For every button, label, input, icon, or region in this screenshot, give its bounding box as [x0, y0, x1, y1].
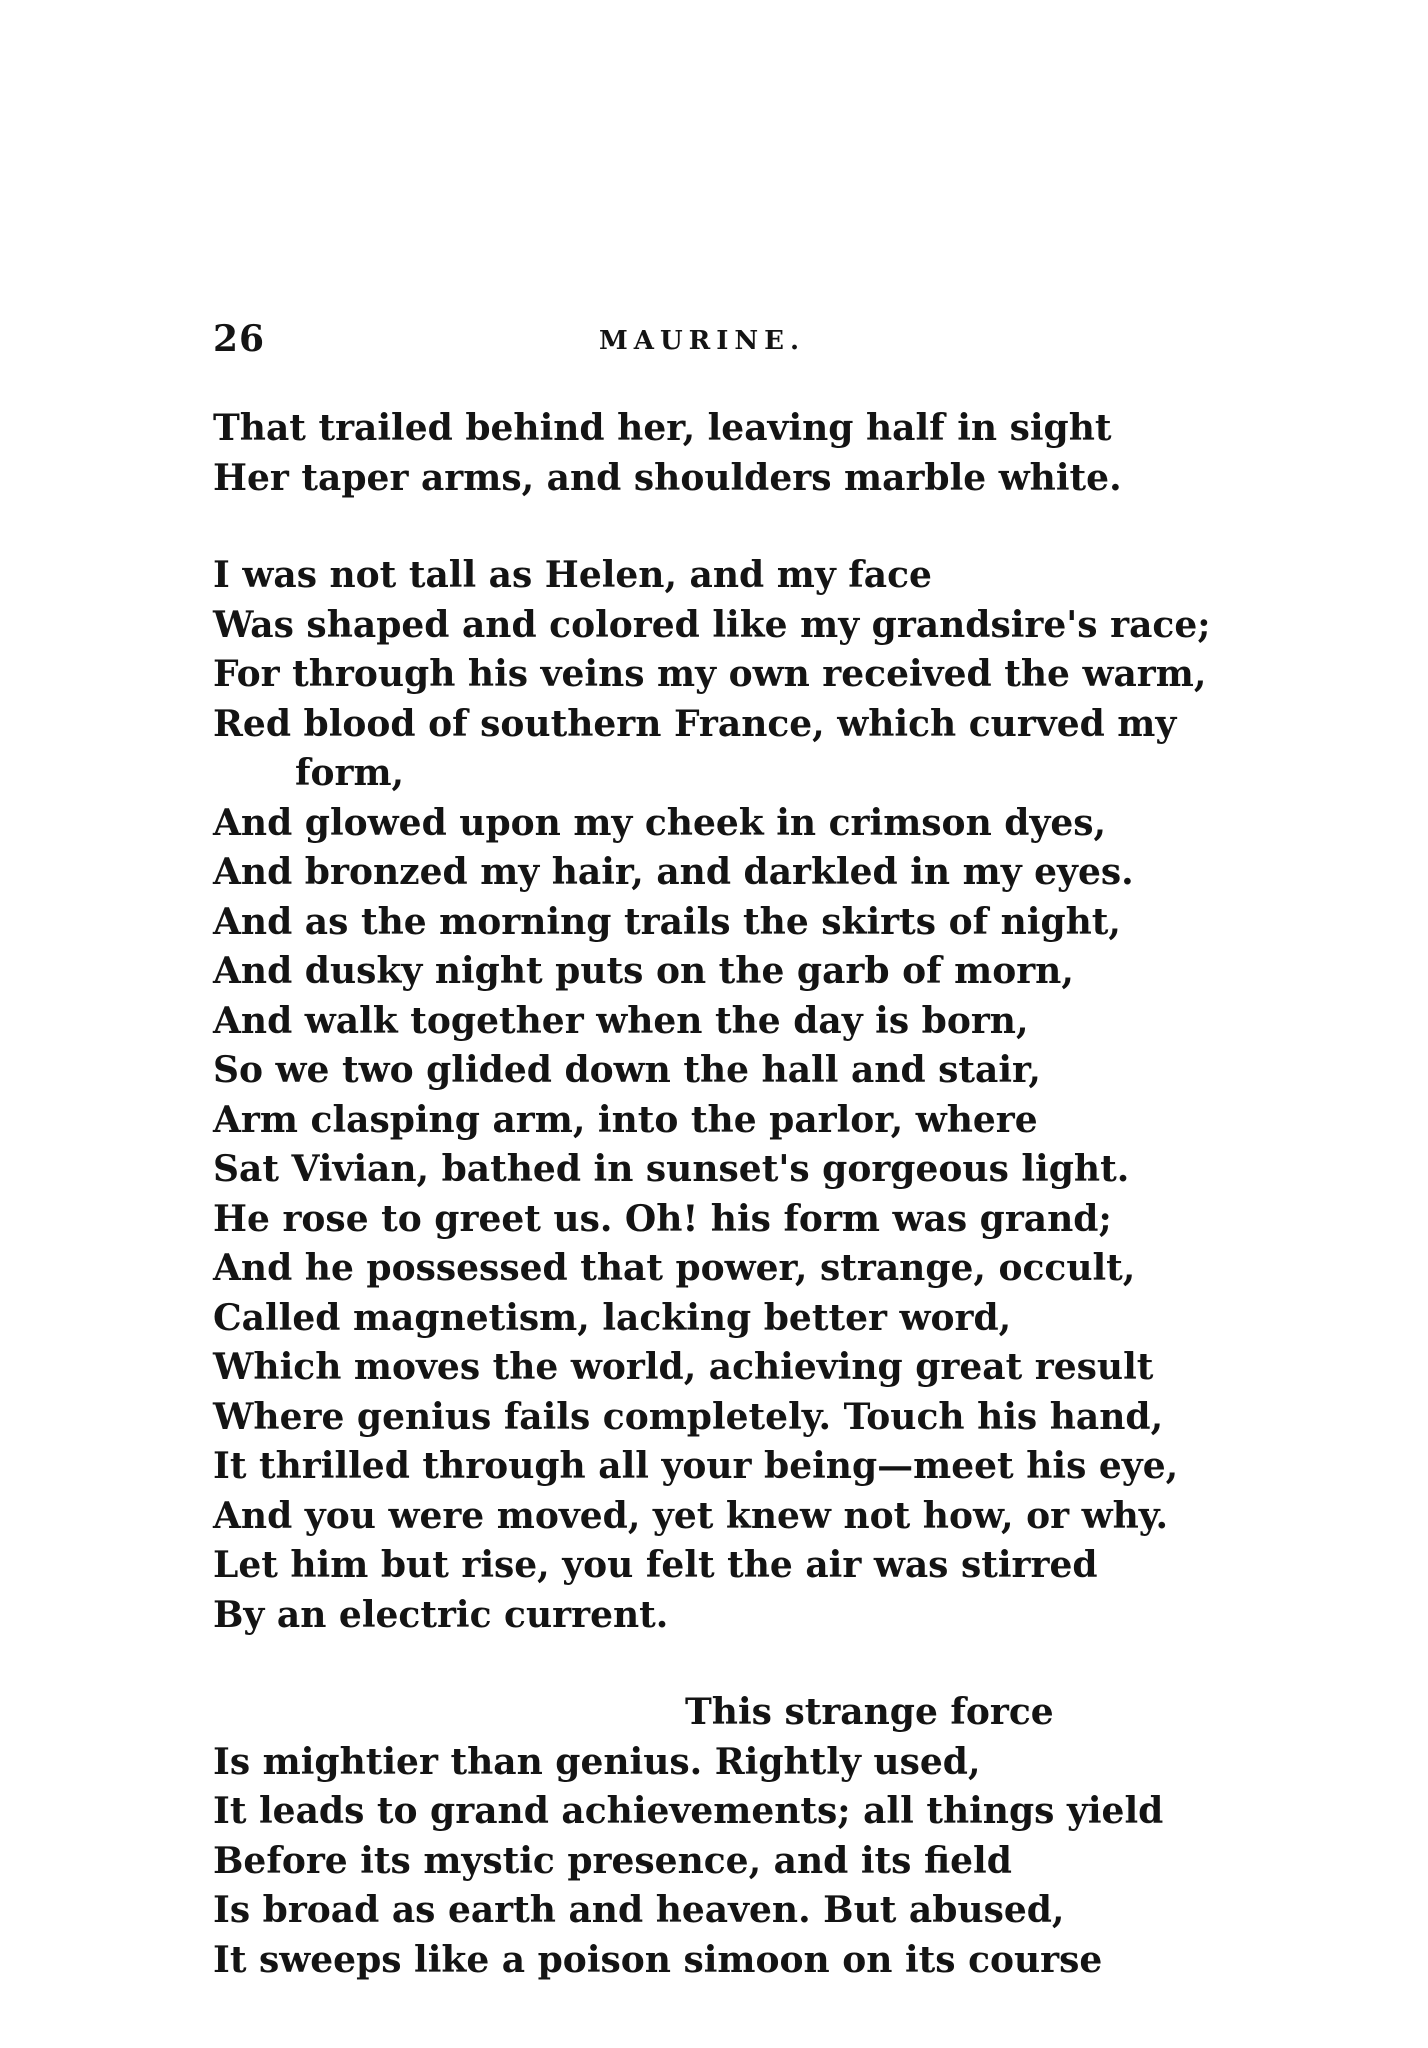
poem-line: And as the morning trails the skirts of night, [213, 900, 1121, 943]
poem-line: I was not tall as Helen, and my face [213, 554, 932, 596]
poem-line: Before its mystic presence, and its field [213, 1839, 1012, 1882]
poem-line: Her taper arms, and shoulders marble white. [213, 456, 1122, 499]
poem-line: That trailed behind her, leaving half in sight [213, 407, 1112, 449]
poem-line: Is broad as earth and heaven. But abused, [213, 1889, 1065, 1931]
poem-text [213, 404, 1223, 1985]
poem-line: Was shaped and colored like my grandsire's race; [213, 603, 1211, 646]
poem-line: It leads to grand achievements; all things yield [213, 1790, 1164, 1832]
poem-line: Called magnetism, lacking better word, [213, 1296, 1012, 1339]
poem-line: And you were moved, yet knew not how, or why. [213, 1494, 1169, 1537]
poem-line: This strange force [685, 1691, 1054, 1733]
page-number: 26 [213, 318, 266, 360]
poem-line: For through his veins my own received the warm, [213, 653, 1207, 695]
poem-line: And he possessed that power, strange, occult, [213, 1247, 1136, 1289]
poem-line: It thrilled through all your being—meet his eye, [213, 1445, 1179, 1487]
running-title: MAURINE. [599, 326, 806, 356]
poem-line: Is mightier than genius. Rightly used, [213, 1740, 981, 1783]
poem-line: It sweeps like a poison simoon on its course [213, 1938, 1103, 1981]
poem-line: Arm clasping arm, into the parlor, where [213, 1098, 1038, 1141]
poem-line: And walk together when the day is born, [213, 999, 1029, 1042]
poem-line: Which moves the world, achieving great result [213, 1346, 1154, 1388]
poem-line: Red blood of southern France, which curved my [213, 702, 1177, 745]
poem-line: Let him but rise, you felt the air was stirred [213, 1544, 1098, 1586]
poem-line: Where genius fails completely. Touch his hand, [213, 1395, 1164, 1438]
poem-line: And glowed upon my cheek in crimson dyes, [213, 801, 1107, 844]
poem-line: form, [295, 752, 405, 794]
page-header [213, 318, 1213, 378]
poem-line: Sat Vivian, bathed in sunset's gorgeous light. [213, 1148, 1130, 1190]
poem-line: So we two glided down the hall and stair, [213, 1049, 1041, 1091]
stanza-break [213, 1640, 1223, 1688]
poem-line: By an electric current. [213, 1593, 669, 1636]
stanza-break [213, 503, 1223, 551]
poem-line: And bronzed my hair, and darkled in my eyes. [213, 851, 1134, 893]
poem-line: He rose to greet us. Oh! his form was grand; [213, 1197, 1112, 1240]
poem-line: And dusky night puts on the garb of morn, [213, 950, 1074, 992]
